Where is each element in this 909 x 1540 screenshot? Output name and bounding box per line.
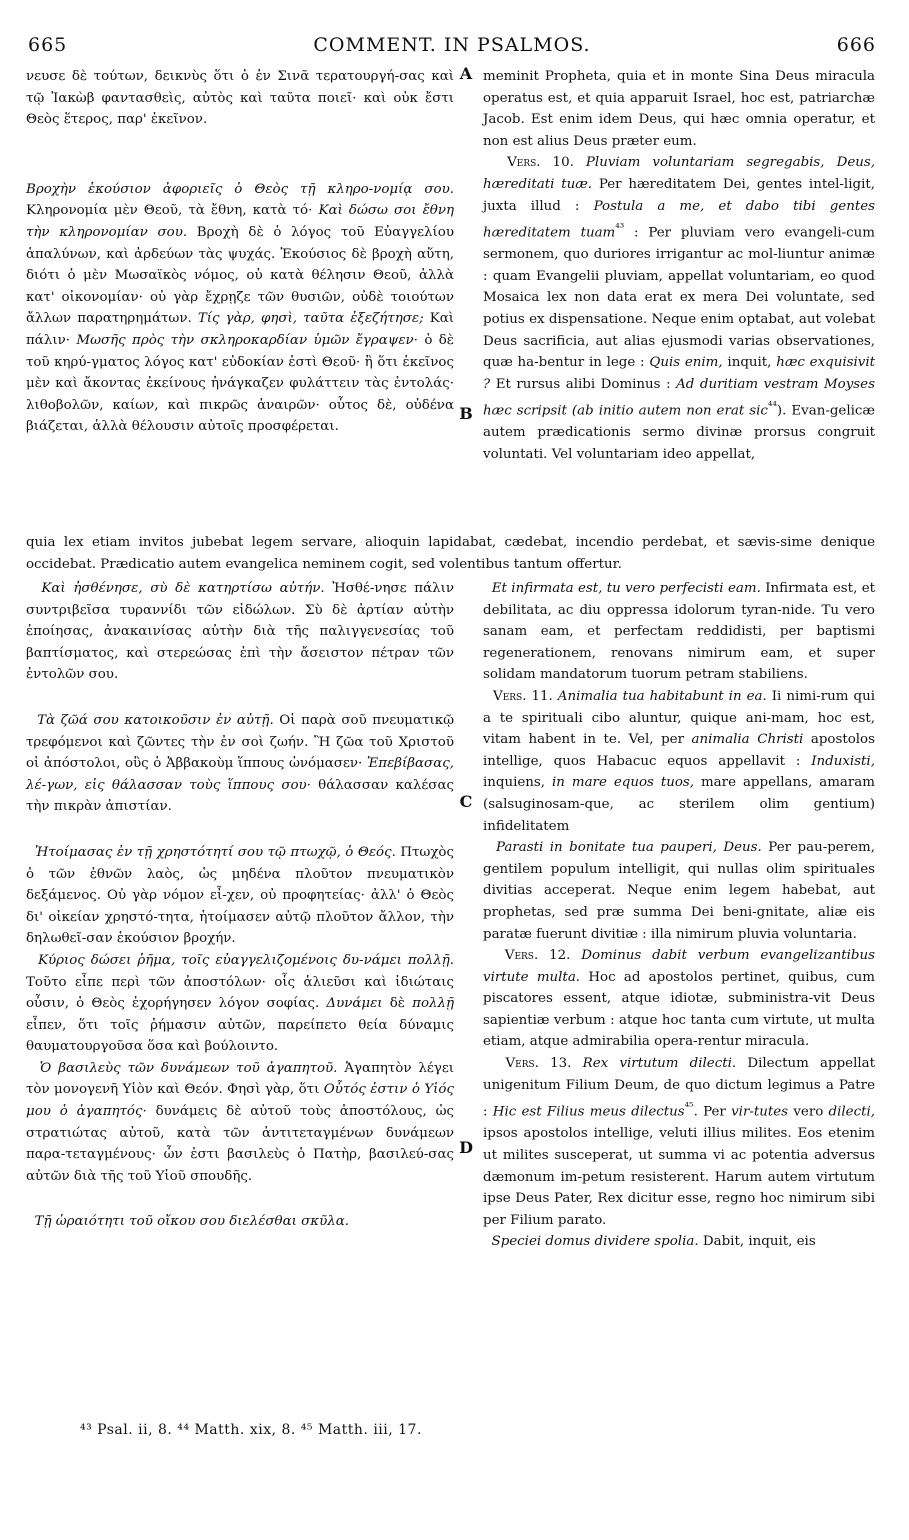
- greek-lemma: Τῇ ὡραιότητι τοῦ οἴκου σου διελέσθαι σκῦλα.: [34, 1214, 350, 1230]
- latin-column-lower: [483, 578, 875, 1253]
- running-title: COMMENT. IN PSALMOS.: [313, 34, 591, 56]
- footnote-ref: ⁴⁵: [684, 1100, 694, 1114]
- greek-paragraph: Ἡτοίμασας ἐν τῇ χρηστότητί σου τῷ πτωχῷ, ὁ Θεός. Πτωχὸς ὁ τῶν ἐθνῶν λαὸς, ὡς μηδένα πλοῦτον πνευματικὸν δεξάμενος. Οὐ γὰρ νόμον εἶ-χεν, οὐ προφητείας· ἀλλ' ὁ Θεὸς δι' οἰκείαν χρηστό-τητα, ἡτοίμασεν αὐτῷ πλοῦτον ἄλλον, τὴν δηλωθεῖ-σαν ἑκούσιον βροχήν.: [26, 844, 454, 947]
- latin-lemma: Et infirmata est, tu vero perfecisti eam.: [491, 581, 761, 596]
- margin-mark-a: A: [459, 64, 473, 83]
- footnote-ref: ⁴³: [615, 221, 625, 235]
- margin-mark-d: D: [459, 1138, 473, 1157]
- greek-paragraph: Τὰ ζῶά σου κατοικοῦσιν ἐν αὐτῇ. Οἱ παρὰ σοῦ πνευματικῷ τρεφόμενοι καὶ ζῶντες τὴν ἐν σοὶ ζωήν. Ἢ ζῶα τοῦ Χριστοῦ οἱ ἀπόστολοι, οὓς ὁ Ἀββακοὺμ ἵππους ὠνόμασεν· Ἐπεβίβασας, λέ-γων, εἰς θάλασσαν τοὺς ἵππους σου· θάλασσαν καλέσας τὴν πικρὰν ἀπιστίαν.: [26, 712, 454, 815]
- page-number-left: 665: [28, 34, 68, 56]
- latin-paragraph: Vers. 11. Animalia tua habitabunt in ea. Ii nimi-rum qui a te spirituali cibo aluntur, quique ani-mam, hoc est, vitam habent in te. Vel, per animalia Christi apostolos intellige, quos Habacuc equos appellavit : Induxisti, inquiens, in mare equos tuos, mare appellans, amaram (salsuginosam-que, ac sterilem olim gentium) infidelitatem: [483, 688, 875, 834]
- verse-label: Vers. 13.: [505, 1056, 572, 1072]
- greek-paragraph: Βροχὴν ἑκούσιον ἀφοριεῖς ὁ Θεὸς τῇ κληρο-νομίᾳ σου. Κληρονομία μὲν Θεοῦ, τὰ ἔθνη, κατὰ τό· Καὶ δώσω σοι ἔθνη τὴν κληρονομίαν σου. Βροχὴ δὲ ὁ λόγος τοῦ Εὐαγγελίου ἁπαλύνων, καὶ ἀρδεύων τὰς ψυχάς. Ἑκούσιος δὲ βροχὴ αὕτη, διότι ὁ μὲν Μωσαϊκὸς νόμος, οὐ κατὰ θέλησιν Θεοῦ, ἀλλὰ κατ' οἰκονομίαν· οὐ γὰρ ἔχρῃζε τῶν θυσιῶν, οὐδὲ τοιούτων ἄλλων παρατηρημάτων. Τίς γὰρ, φησὶ, ταῦτα ἐξεζήτησε; Καὶ πάλιν· Μωσῆς πρὸς τὴν σκληροκαρδίαν ὑμῶν ἔγραψεν· ὁ δὲ τοῦ κηρύ-γματος λόγος κατ' εὐδοκίαν ἐστὶ Θεοῦ· ἢ ὅτι ἐκεῖνος μὲν καὶ ἄκοντας ἐκείνους ἠνάγκαζεν φυλάττειν τὰς ἐντολάς· λιθοβολῶν, καίων, καὶ πικρῶς ἀναιρῶν· οὗτος δὲ, οὐδένα βιάζεται, ἀλλὰ θέλουσιν αὐτοῖς προσφέρεται.: [26, 181, 454, 435]
- latin-paragraph: Parasti in bonitate tua pauperi, Deus. Per pau-perem, gentilem populum intelligit, qui nullas olim spirituales divitias acceperat. Neque enim legem habebat, aut prophetas, sed præ summa Dei beni-gnitate, aliæ eis paratæ fuerunt divitiæ : illa nimirum pluvia voluntaria.: [483, 840, 875, 942]
- greek-lemma: Τὰ ζῶά σου κατοικοῦσιν ἐν αὐτῇ.: [37, 712, 274, 728]
- greek-column-upper: [26, 66, 454, 438]
- full-width-text: quia lex etiam invitos jubebat legem servare, alioquin lapidabat, cædebat, incendio perdebat, et sævis-sime denique occidebat. Prædicatio autem evangelica neminem cogit, sed volentibus tantum offertur.: [26, 535, 875, 572]
- latin-paragraph: Vers. 13. Rex virtutum dilecti. Dilectum appellat unigenitum Filium Deum, de quo dictum legimus a Patre : Hic est Filius meus dilectus$^{^{45}}$. Per vir-tutes vero dilecti, ipsos apostolos intellige, veluti illius milites. Eos etenim ut milites susceperat, ut summa vi ac potentia adversus dæmonum im-petum resisterent. Harum autem virtutum ipse Deus Pater, Rex dicitur esse, regno hoc nimirum sibi per Filium parato.: [483, 1056, 876, 1228]
- footnotes: ⁴³ Psal. ii, 8. ⁴⁴ Matth. xix, 8. ⁴⁵ Matth. iii, 17.: [80, 1422, 422, 1438]
- latin-lemma: Animalia tua habitabunt in ea.: [557, 688, 767, 704]
- greek-paragraph: Καὶ ἠσθένησε, σὺ δὲ κατηρτίσω αὐτήν. Ἠσθέ-νησε πάλιν συντριβεῖσα τυραννίδι τῶν εἰδώλων. Σὺ δὲ ἀρτίαν αὐτὴν ἐποίησας, ἀνακαινίσας αὐτὴν διὰ τῆς παλιγγενεσίας τοῦ βαπτίσματος, καὶ στερεώσας ἐπὶ τὴν ἄσειστον πέτραν τῶν ἐντολῶν σου.: [26, 581, 455, 683]
- latin-lemma: Parasti in bonitate tua pauperi, Deus.: [495, 840, 762, 856]
- footnote-ref: ⁴⁴: [767, 399, 777, 413]
- margin-mark-c: C: [459, 792, 473, 811]
- latin-lemma: Pluviam voluntariam segregabis, Deus, hæreditati tuæ.: [483, 155, 875, 192]
- greek-column-lower: [26, 578, 454, 1233]
- greek-paragraph: Κύριος δώσει ῥῆμα, τοῖς εὐαγγελιζομένοις δυ-νάμει πολλῇ. Τοῦτο εἶπε περὶ τῶν ἀποστόλων· οἷς ἁλιεῦσι καὶ ἰδιώταις οὖσιν, ὁ Θεὸς ἐχορήγησεν λόγον σοφίας. Δυνάμει δὲ πολλῇ εἶπεν, ὅτι τοῖς ῥήμασιν αὐτῶν, παρείπετο θεία δύναμις θαυματουργοῦσα ὅσα καὶ βούλοιντο.: [26, 952, 454, 1055]
- greek-paragraph: νευσε δὲ τούτων, δεικνὺς ὅτι ὁ ἐν Σινᾶ τερατουργή-σας καὶ τῷ Ἰακὼβ φαντασθεὶς, αὐτὸς καὶ ταῦτα ποιεῖ· καὶ οὐκ ἔστι Θεὸς ἕτερος, παρ' ἐκεῖνον.: [26, 69, 454, 128]
- latin-lemma: Speciei domus dividere spolia.: [491, 1234, 699, 1250]
- page-number-right: 666: [836, 34, 876, 56]
- verse-label: Vers. 11.: [493, 688, 553, 704]
- greek-lemma: Ἡτοίμασας ἐν τῇ χρηστότητί σου τῷ πτωχῷ, ὁ Θεός.: [34, 844, 396, 860]
- margin-mark-b: B: [459, 404, 473, 423]
- greek-lemma: Καὶ ἠσθένησε, σὺ δὲ κατηρτίσω αὐτήν.: [41, 581, 325, 596]
- greek-paragraph: Ὁ βασιλεὺς τῶν δυνάμεων τοῦ ἀγαπητοῦ. Ἀγαπητὸν λέγει τὸν μονογενῆ Υἱὸν καὶ Θεόν. Φησὶ γὰρ, ὅτι Οὗτός ἐστιν ὁ Υἱός μου ὁ ἀγαπητός· δυνάμεις δὲ αὐτοῦ τοὺς ἀποστόλους, ὡς στρατιώτας αὐτοῦ, κατὰ τῶν ἀντιτεταγμένων δυνάμεων παρα-τεταγμένους· ὧν ἐστι βασιλεὺς ὁ Πατὴρ, βασιλεύ-σας αὐτῶν διὰ τῆς τοῦ Υἱοῦ σπουδῆς.: [26, 1060, 455, 1184]
- latin-lemma: Rex virtutum dilecti.: [582, 1056, 737, 1072]
- greek-lemma: Βροχὴν ἑκούσιον ἀφοριεῖς ὁ Θεὸς τῇ κληρο-νομίᾳ σου.: [26, 181, 454, 197]
- latin-paragraph: meminit Propheta, quia et in monte Sina Deus miracula operatus est, et quia apparuit Israel, hoc est, patriarchæ Jacob. Est enim idem Deus, qui hæc omnia operatur, et non est alius Deus præter eum.: [483, 69, 875, 149]
- latin-column-upper: [483, 66, 875, 466]
- latin-paragraph: Speciei domus dividere spolia. Dabit, inquit, eis: [491, 1234, 816, 1250]
- greek-paragraph: [26, 1211, 454, 1233]
- greek-lemma: Ὁ βασιλεὺς τῶν δυνάμεων τοῦ ἀγαπητοῦ.: [39, 1060, 338, 1076]
- verse-label: Vers. 10.: [507, 155, 574, 171]
- latin-paragraph: Et infirmata est, tu vero perfecisti eam. Infirmata est, et debilitata, ac diu oppressa idolorum tyran-nide. Tu vero sanam eam, et perfectam reddidisti, per baptismi regenerationem, renovans nimirum eam, et super solidam mandatorum tuorum petram stabiliens.: [483, 581, 876, 683]
- latin-lemma: Dominus dabit verbum evangelizantibus virtute multa.: [483, 948, 875, 985]
- latin-paragraph: Vers. 12. Dominus dabit verbum evangelizantibus virtute multa. Hoc ad apostolos pertinet, quibus, cum piscatores essent, atque idiotæ, subministra-vit Deus sapientiæ verbum : atque hoc tanta cum virtute, ut multa etiam, atque admirabilia opera-rentur miracula.: [483, 948, 875, 1050]
- greek-lemma: Κύριος δώσει ῥῆμα, τοῖς εὐαγγελιζομένοις δυ-νάμει πολλῇ.: [37, 952, 454, 968]
- latin-paragraph: Vers. 10. Pluviam voluntariam segregabis, Deus, hæreditati tuæ. Per hæreditatem Dei, gentes intel-ligit, juxta illud : Postula a me, et dabo tibi gentes hæreditatem tuam$^{^{43}}$ : Per pluviam vero evangeli-cum sermonem, quo duriores irrigantur ac mol-liuntur animæ : quam Evangelii pluviam, appellat voluntariam, eo quod Mosaica lex non data erat ex mera Dei voluntate, sed potius ex dispensatione. Neque enim optabat, aut volebat Deus sacrificia, aut alias ejusmodi varias observationes, quæ ha-bentur in lege : Quis enim, inquit, hæc exquisivit ? Et rursus alibi Dominus : Ad duritiam vestram Moyses hæc scripsit (ab initio autem non erat sic$^{^{44}}$). Evan-gelicæ autem prædicationis sermo divinæ prorsus congruit voluntati. Vel voluntariam ideo appellat,: [483, 155, 876, 463]
- verse-label: Vers. 12.: [504, 948, 571, 964]
- running-header: [28, 34, 876, 60]
